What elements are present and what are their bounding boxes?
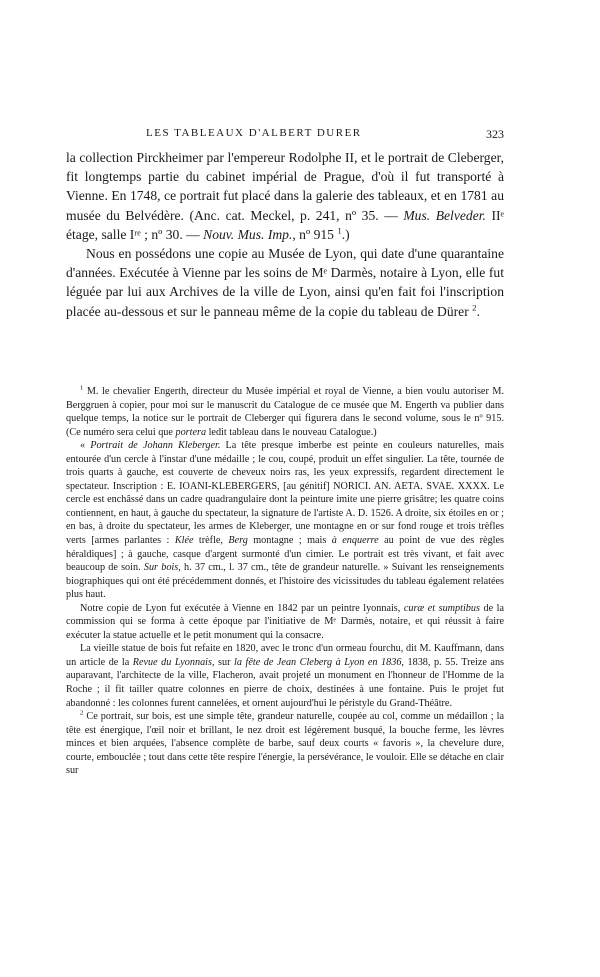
italic-run: à enquerre (331, 535, 379, 547)
footnote-paragraph (66, 602, 504, 643)
text-run: Notre copie de Lyon fut exécutée à Vienne en 1842 par un peintre lyonnais, (80, 602, 404, 614)
footnote-ref: 1 (337, 225, 342, 236)
text-run: . (476, 303, 480, 319)
footnote-mark: 2 (80, 709, 84, 717)
text-run: de la commission qui se forma à cette époque par l'initiative de Mᵉ Darmès, notaire, et qui réussit à faire exécuter la statue actuelle et le petit monument qui la consacre. (66, 602, 504, 641)
text-run: M. le chevalier Engerth, directeur du Musée impérial et royal de Vienne, a bien voulu autoriser M. Berggruen à copier, pour moi sur le manuscrit du Catalogue de ce musée que M. Engerth va publier dans quelque temps, la notice sur le portrait de Cleberger qui figurera dans le second volume, sous le nº 915. (Ce numéro sera celui que (66, 386, 504, 438)
italic-run: Klée (174, 535, 194, 547)
text-run: , nº 915 (292, 226, 338, 242)
italic-run: Sur bois (143, 562, 179, 574)
text-run: « (80, 440, 91, 452)
paragraph (66, 148, 504, 244)
italic-run: portera (175, 426, 207, 438)
footnote-paragraph (66, 642, 504, 710)
italic-run: curæ et sumptibus (403, 602, 480, 614)
footnotes (66, 385, 504, 778)
text-run: La tête presque imberbe est peinte en couleurs naturelles, mais entourée d'un cercle à l'instar d'une médaille ; le cou, coupé, produit un effet singulier. La tête, tournée de trois quarts à gauche, est couverte de cheveux noirs ras, les yeux expressifs, regardent directement le spectateur. Inscription : E. IOANI-KLEBERGERS, [au génitif] NORICI. AN. AETA. SVAE. XXXX. Le cercle est enchâssé dans un cadre quadrangulaire dont la peinture imite une pierre grisâtre; les quatre coins contiennent, en haut, à gauche du spectateur, la signature de l'artiste A. D. 1526. A droite, six étoiles en or ; en bas, à droite du spectateur, les armes de Kleberger, une montagne en or sur fond rouge et trois trèfles verts [armes parlantes : (66, 440, 504, 547)
italic-run: Nouv. Mus. Imp. (203, 226, 293, 242)
text-run: , h. 37 cm., l. 37 cm., tête de grandeur naturelle. » Suivant les renseignements biographiques qui ont été précédemment donnés, et l'histoire des vicissitudes du tableau également relatées plus haut. (66, 562, 504, 601)
text-run: , sur (211, 656, 235, 668)
italic-run: Revue du Lyonnais (132, 656, 212, 668)
italic-run: Mus. Belveder. (403, 207, 486, 223)
footnote-ref: 2 (472, 302, 477, 313)
paragraph (66, 244, 504, 321)
text-run: montagne ; mais (247, 535, 332, 547)
text-run: Nous en possédons une copie au Musée de Lyon, qui date d'une quarantaine d'années. Exécutée à Vienne par les soins de Mᵉ Darmès, notaire à Lyon, elle fut léguée par lui aux Archives de la ville de Lyon, ainsi qu'en fait foi l'inscription placée au-dessous et sur le panneau même de la copie du tableau de Dürer (66, 246, 504, 319)
text-run: .) (341, 226, 350, 242)
text-run: , 1838, p. 55. Treize ans auparavant, l'architecte de la ville, Flacheron, avait projeté un monument en l'honneur de l'Homme de la Roche ; il fit tailler quatre colonnes en pierre de choix, destinées à une fontaine. Puis le projet fut abandonné : les colonnes furent cannelées, et ornent aujourd'hui le péristyle du Grand-Théâtre. (66, 656, 504, 709)
text-run: Ce portrait, sur bois, est une simple tête, grandeur naturelle, coupée au col, comme un médaillon ; la tête est énergique, l'œil noir et brillant, le nez droit est légèrement busqué, la bouche ferme, les lèvres minces et bien arquées, l'absence complète de barbe, sauf deux courts « favoris », la chevelure dure, courte, embouclée ; tout dans cette tête respire l'énergie, la persévérance, le vouloir. Elle se détache en clair sur (66, 711, 504, 777)
footnote-paragraph (66, 439, 504, 602)
text-run: trèfle, (193, 535, 229, 547)
italic-run: la fête de Jean Cleberg à Lyon en 1836 (234, 656, 402, 668)
footnote-mark: 1 (80, 384, 84, 392)
italic-run: Berg (228, 535, 248, 547)
footnote (66, 710, 504, 778)
main-text (66, 148, 504, 321)
italic-run: Portrait de Johann Kleberger. (90, 440, 221, 452)
text-run: La vieille statue de bois fut refaite en 1820, avec le tronc d'un ormeau fourchu, dit M. Kauffmann, dans un article de la (66, 643, 504, 668)
page-number: 323 (486, 127, 504, 141)
text-run: ledit tableau dans le nouveau Catalogue.) (206, 426, 377, 438)
footnote (66, 385, 504, 439)
text-run: au point de vue des règles héraldiques] ; à gauche, casque d'argent surmonté d'un cimier. Le portrait est très vivant, et fait avec beaucoup de soin. (66, 535, 504, 574)
text-run: la collection Pirckheimer par l'empereur Rodolphe II, et le portrait de Cleberger, fit longtemps partie du cabinet impérial de Prague, d'où il fut transporté à Vienne. En 1748, ce portrait fut placé dans la galerie des tableaux, et en 1781 au musée du Belvédère. (Anc. cat. Meckel, p. 241, nº 35. — (66, 150, 504, 223)
text-run: IIᵉ étage, salle Iʳᵉ ; nº 30. — (66, 207, 504, 242)
running-title: LES TABLEAUX D'ALBERT DURER (146, 127, 362, 139)
running-header (66, 127, 504, 143)
